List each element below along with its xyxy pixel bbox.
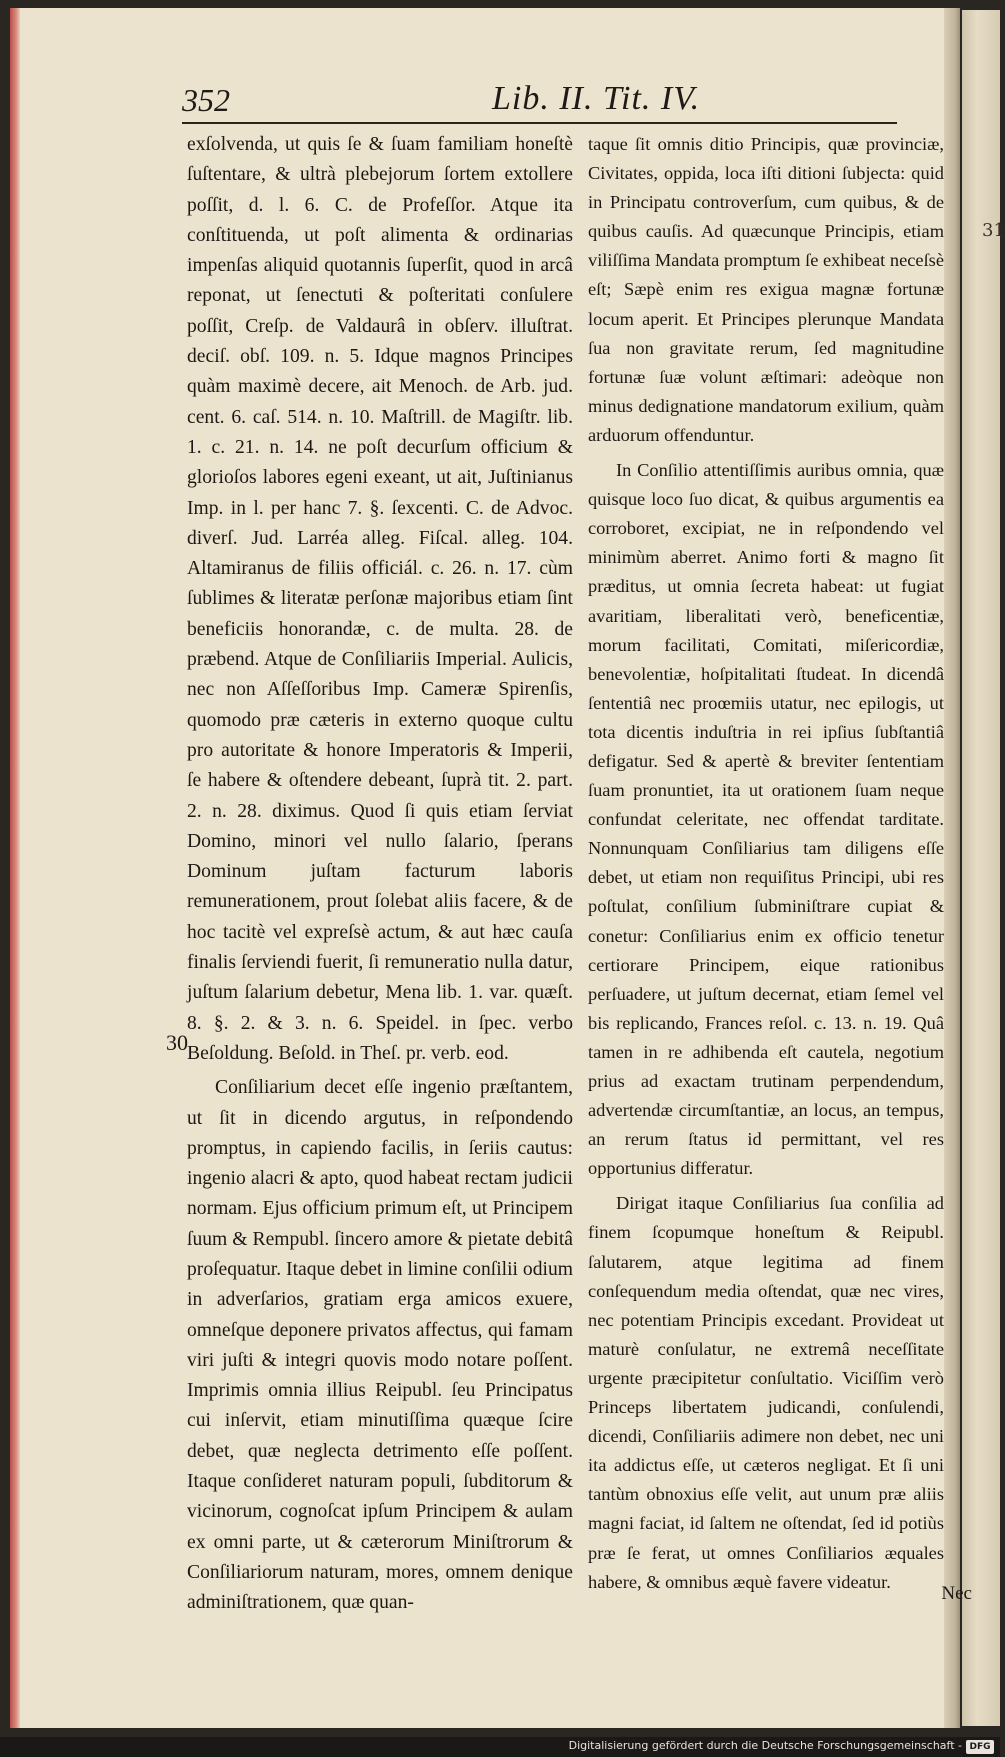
left-paragraph-2: Conſiliarium decet eſſe ingenio præſtantem, ut ſit in dicendo argutus, in reſpondendo promptus, in capiendo facilis, in ſeriis cautus: ingenio alacri & apto, quod habeat rectam judicii normam. Ejus officium primum eſt, ut Principem ſuum & Rempubl. ſincero amore & pietate debitâ proſequatur. Itaque debet in limine conſilii odium in adverſarios, gratiam erga amicos exuere, omneſque deponere privatos affectus, qui famam viri juſti & integri quovis modo notare poſſent. Imprimis omnia illius Reipubl. ſeu Principatus cui inſervit, etiam minutiſſima quæque ſcire debet, quæ neglecta detrimento eſſe poſſent. Itaque conſideret naturam populi, ſubditorum & vicinorum, cognoſcat ipſum Principem & aulam ex omni parte, ut & cæterorum Miniſtrorum & Conſiliariorum naturam, mores, omnem denique adminiſtrationem, quæ quan- bbox=[187, 1077, 573, 1614]
left-column bbox=[187, 130, 573, 1619]
page-edge-left bbox=[10, 8, 20, 1728]
marginal-number: 30 bbox=[166, 1030, 188, 1055]
digitization-credit: Digitalisierung gefördert durch die Deutsche Forschungsgemeinschaft - bbox=[568, 1739, 962, 1752]
footer-bar bbox=[0, 1737, 1000, 1757]
right-column bbox=[588, 130, 944, 1597]
right-paragraph-2: In Conſilio attentiſſimis auribus omnia, quæ quisque loco ſuo dicat, & quibus argumentis ea corroboret, excipiat, ne in reſpondendo vel minimùm aberret. Animo forti & magno ſit præditus, ut omnia ſecreta habeat: ut fugiat avaritiam, liberalitati verò, beneficentiæ, morum facilitati, Comitati, miſericordiæ, benevolentiæ, hoſpitalitati ſtudeat. In dicendâ ſententiâ nec proœmiis utatur, nec epilogis, ut tota dicentis induſtria in rei ipſius ſubſtantiâ defigatur. Sed & apertè & breviter ſententiam ſuam pronuntiet, ita ut orationem ſuam neque confundat celeritate, nec offendat tarditate. Nonnunquam Conſiliarius tam diligens eſſe debet, ut etiam non requiſitus Principi, ubi res poſtulat, conſilium ſubminiſtrare cupiat & conetur: Conſiliarius enim ex officio tenetur certiorare Principem, eique rationibus perſuadere, ut juſtum decernat, etiam ſemel vel bis replicando, Frances reſol. c. 13. n. 19. Quâ tamen in re adhibenda eſt cautela, negotium prius ad exactam trutinam perpendendum, advertendæ circumſtantiæ, an locus, an tempus, an rerum ſtatus id permittant, vel res opportunius differatur. bbox=[588, 460, 944, 1179]
page-gutter-right bbox=[944, 8, 960, 1728]
next-page-edge bbox=[962, 10, 1000, 1726]
running-head: Lib. II. Tit. IV. bbox=[492, 80, 701, 117]
right-paragraph-3: Dirigat itaque Conſiliarius ſua conſilia ad finem ſcopumque honeſtum & Reipubl. ſalutarem, atque legitima ad finem conſequendum media oſtendat, quæ nec vires, nec potentiam Principis excedant. Provideat ut maturè conſulatur, ne extremâ neceſſitate urgente præcipitetur conſultatio. Viciſſim verò Princeps libertatem judicandi, conſulendi, dicendi, Conſiliariis adimere non debet, nec uni ita addictus eſſe, ut cæteros negligat. Et ſi uni tantùm obnoxius eſſe velit, aut unum præ aliis magni faciat, id ſaltem ne oſtendat, ſed id potiùs præ ſe ferat, ut omnes Conſiliarios æquales habere, & omnibus æquè favere videatur. bbox=[588, 1193, 944, 1592]
page-number: 352 bbox=[182, 82, 230, 118]
dfg-logo-icon[interactable]: DFG bbox=[966, 1740, 994, 1754]
next-page-margin-number: 31 bbox=[982, 220, 1005, 241]
catchword: Nec bbox=[941, 1583, 972, 1604]
right-paragraph-1: taque ſit omnis ditio Principis, quæ provinciæ, Civitates, oppida, loca iſti ditioni ſubjecta: quid in Principatu controverſum, cum quibus, & de quibus cauſis. Ad quæcunque Principis, etiam viliſſima Mandata promptum ſe exhibeat neceſsè eſt; Sæpè enim res exigua magnæ fortunæ locum aperit. Et Principes plerunque Mandata ſua non gravitate rerum, ſed magnitudine fortunæ ſuæ volunt æſtimari: adeòque non minus dedignatione mandatorum exilium, quàm arduorum offenduntur. bbox=[588, 134, 944, 445]
page-header bbox=[182, 78, 897, 124]
left-paragraph-1: exſolvenda, ut quis ſe & ſuam familiam honeſtè ſuſtentare, & ultrà plebejorum ſortem extollere poſſit, d. l. 6. C. de Profeſſor. Atque ita conſtituenda, ut poſt alimenta & ordinarias impenſas aliquid quotannis ſuperſit, quod in arcâ reponat, ut ſenectuti & poſteritati conſulere poſſit, Creſp. de Valdaurâ in obſerv. illuſtrat. deciſ. obſ. 109. n. 5. Idque magnos Principes quàm maximè decere, ait Menoch. de Arb. jud. cent. 6. caſ. 514. n. 10. Maſtrill. de Magiſtr. lib. 1. c. 21. n. 14. ne poſt decurſum officium & glorioſos labores egeni exeant, ut ait, Juſtinianus Imp. in l. per hanc 7. §. ſexcenti. C. de Advoc. diverſ. Jud. Larréa alleg. Fiſcal. alleg. 104. Altamiranus de filiis officiál. c. 26. n. 17. cùm ſublimes & literatæ perſonæ majoribus etiam ſint beneficiis honorandæ, c. de multa. 28. de præbend. Atque de Conſiliariis Imperial. Aulicis, nec non Aſſeſſoribus Imp. Cameræ Spirenſis, quomodo præ cæteris in externo quoque cultu pro autoritate & honore Imperatoris & Imperii, ſe habere & oſtendere debeant, ſuprà tit. 2. part. 2. n. 28. diximus. Quod ſi quis etiam ſerviat Domino, minori vel nullo ſalario, ſperans Dominum juſtam facturum laboris remunerationem, prout ſolebat aliis facere, & de hoc tacitè vel expreſsè actum, & aut hæc cauſa finalis ſerviendi fuerit, ſi remuneratio nulla datur, juſtum ſalarium debetur, Mena lib. 1. var. quæſt. 8. §. 2. & 3. n. 6. Speidel. in ſpec. verbo Beſoldung. Beſold. in Theſ. pr. verb. eod. bbox=[187, 134, 573, 1064]
